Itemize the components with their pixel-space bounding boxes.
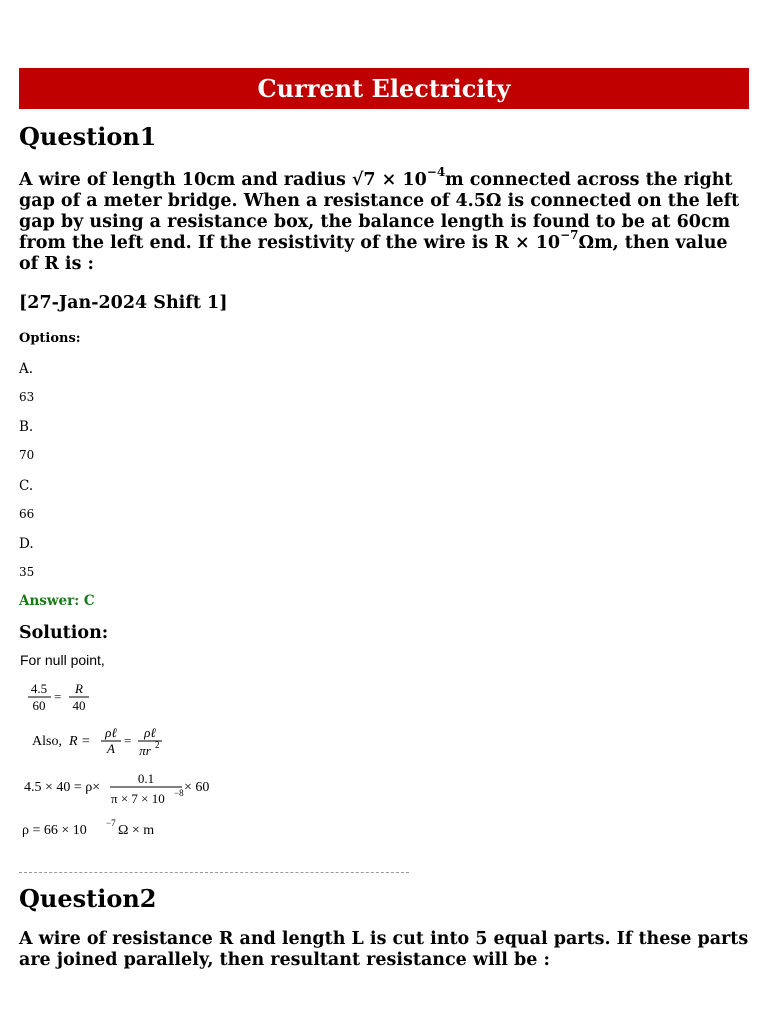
frac1-den: 60 [32,698,46,713]
question1-exp2: −7 [560,228,579,243]
solution-line1: For null point, [20,652,105,668]
frac5-num: 0.1 [137,771,155,786]
option-c-value: 66 [19,507,35,521]
question-separator [19,872,409,873]
option-b-value: 70 [19,448,35,462]
chapter-banner [19,68,749,109]
question1-exp1: −4 [426,165,446,180]
also-label: Also, [32,734,62,749]
option-a-value: 63 [19,390,35,404]
line4-left: 4.5 × 40 = ρ× [24,780,101,795]
question1-text-part1: A wire of length 10cm and radius √7 × 10 [19,170,427,190]
solution-label: Solution: [19,623,109,643]
answer-text: Answer: C [19,593,95,609]
option-d-letter: D. [19,536,34,552]
question1-text [19,165,749,275]
options-label: Options: [19,331,81,346]
option-d-value: 35 [19,565,35,579]
question2-text: A wire of resistance R and length L is cut into 5 equal parts. If these parts are joined parallely, then resultant resistance will be : [19,929,749,970]
equals-1: = [54,689,62,704]
question1-text-part3: Ωm, then value of R is : [19,233,728,274]
line4-right: × 60 [184,780,210,795]
frac3-den: A [107,741,115,756]
exam-tag: [27-Jan-2024 Shift 1] [19,293,228,313]
option-c-letter: C. [19,478,34,494]
r-equals: R = [69,734,91,749]
frac5-den-exp: −8 [174,788,184,798]
frac2-den: 40 [72,698,86,713]
line5: ρ = 66 × 10 [22,823,87,838]
frac1-num: 4.5 [30,681,48,696]
frac5-den: π × 7 × 10 [111,791,165,806]
line5-exp: −7 [106,818,116,828]
question1-text-part2: m connected across the right gap of a meter bridge. When a resistance of 4.5Ω is connected on the left gap by using a resistance box, the balance length is found to be at 60cm from the left end. If the resistivity of the wire is R × 10 [19,170,740,253]
question2-title: Question2 [19,884,157,913]
question1-title: Question1 [19,122,157,151]
line5-end: Ω × m [118,823,155,838]
frac4-den-exp: 2 [155,740,160,750]
frac4-num: ρℓ [144,725,156,740]
equals-2: = [124,733,132,748]
frac2-num: R [75,681,83,696]
option-b-letter: B. [19,419,34,435]
frac4-den: πr [139,743,151,758]
frac3-num: ρℓ [105,725,117,740]
solution-figure [14,650,274,850]
chapter-title: Current Electricity [257,74,511,103]
option-a-letter: A. [19,361,34,377]
